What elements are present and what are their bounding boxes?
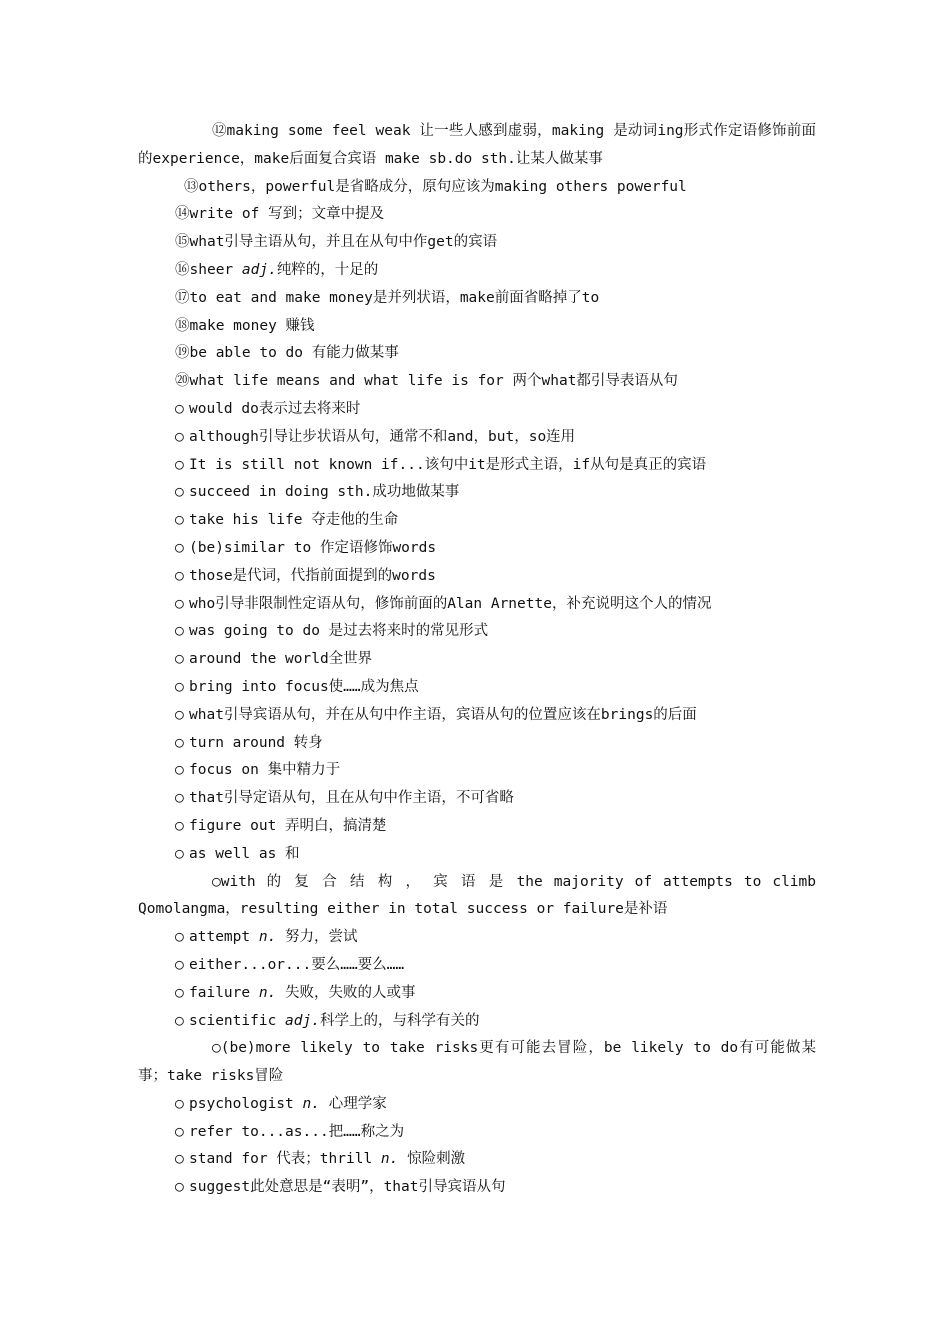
note-item [138,924,816,952]
note-item [138,1035,816,1091]
note-text: 心理学家 [319,1095,387,1112]
part-of-speech: n. [258,929,277,946]
note-text: suggest此处意思是“表明”，that引导宾语从句 [189,1179,506,1196]
note-20 [138,368,816,396]
note-item [138,452,816,480]
note-marker: ○ [175,1095,184,1112]
note-item [138,1119,816,1147]
note-marker: ○ [175,762,184,779]
note-item [138,507,816,535]
note-marker: ⑬ [184,178,199,195]
note-marker: ○ [175,456,184,473]
note-marker: ○ [175,845,184,862]
note-text: attempt [189,929,259,946]
note-item [138,674,816,702]
note-text: succeed in doing sth.成功地做某事 [189,484,460,501]
note-marker: ○ [175,484,184,501]
note-text: what引导主语从句，并且在从句中作get的宾语 [189,234,498,251]
note-item [138,563,816,591]
note-marker: ○ [175,929,184,946]
note-marker: ○ [175,651,184,668]
note-item [138,646,816,674]
note-marker: ⑮ [175,234,190,251]
note-text: that引导定语从句，且在从句中作主语，不可省略 [189,790,514,807]
note-item [138,618,816,646]
note-item [138,1008,816,1036]
note-text: was going to do 是过去将来时的常见形式 [189,623,489,640]
note-marker: ○ [212,1040,221,1057]
note-marker: ○ [175,539,184,556]
note-item [138,1091,816,1119]
note-text: making some feel weak 让一些人感到虚弱，making 是动词ing形式作定语修饰前面的experience，make后面复合宾语 make sb.do sth.让某人做某事 [138,123,816,167]
note-text: It is still not known if...该句中it是形式主语，if从句是真正的宾语 [189,456,707,473]
note-item [138,730,816,758]
note-13 [138,174,816,202]
note-19 [138,340,816,368]
note-marker: ○ [175,512,184,529]
note-text: what引导宾语从句，并在从句中作主语，宾语从句的位置应该在brings的后面 [189,706,697,723]
note-15 [138,229,816,257]
note-item [138,1146,816,1174]
note-item [138,980,816,1008]
part-of-speech: n. [302,1095,320,1112]
note-text: refer to...as...把……称之为 [189,1123,405,1140]
note-17 [138,285,816,313]
note-text: be able to do 有能力做某事 [189,345,399,362]
note-text: around the world全世界 [189,651,373,668]
note-text: 科学上的，与科学有关的 [319,1012,480,1029]
note-text: 努力，尝试 [276,929,358,946]
note-marker: ○ [175,400,184,417]
part-of-speech: n. [258,984,277,1001]
note-text: bring into focus使……成为焦点 [189,678,419,695]
part-of-speech: adj. [285,1012,320,1029]
note-text: figure out 弄明白，搞清楚 [189,817,387,834]
note-text: psychologist [189,1095,303,1112]
note-marker: ○ [175,706,184,723]
note-text: although引导让步状语从句，通常不和and，but，so连用 [189,428,576,445]
note-item [138,396,816,424]
note-marker: ○ [175,956,184,973]
note-marker: ⑰ [175,289,190,306]
note-marker: ○ [175,1123,184,1140]
note-marker: ⑫ [212,123,227,139]
note-text: those是代词，代指前面提到的words [189,567,436,584]
note-item [138,841,816,869]
note-item [138,1174,816,1202]
note-text: stand for 代表；thrill [189,1151,381,1168]
note-item [138,535,816,563]
note-text: focus on 集中精力于 [189,762,341,779]
note-text: what life means and what life is for 两个what都引导表语从句 [189,373,678,390]
note-text: others，powerful是省略成分，原句应该为making others powerful [198,178,687,195]
note-marker: ○ [175,790,184,807]
note-marker: ○ [212,873,221,890]
note-marker: ○ [175,984,184,1001]
note-marker: ○ [175,1151,184,1168]
note-text: take his life 夺走他的生命 [189,512,399,529]
note-item [138,952,816,980]
note-text: (be)similar to 作定语修饰words [189,539,437,556]
note-marker: ○ [175,1179,184,1196]
note-text: 惊险刺激 [398,1151,466,1168]
note-item [138,424,816,452]
note-marker: ⑳ [175,373,190,390]
note-text: 失败，失败的人或事 [276,984,416,1001]
note-item [138,813,816,841]
note-text: (be)more likely to take risks更有可能去冒险，be likely to do有可能做某事；take risks冒险 [138,1040,816,1085]
note-marker: ○ [175,817,184,834]
note-text: either...or...要么……要么…… [189,956,405,973]
note-item [138,591,816,619]
note-text: with 的 复 合 结 构 ， 宾 语 是 the majority of attempts to climb Qomolangma，resulting either in total success or failure是补语 [138,873,816,918]
note-marker: ○ [175,734,184,751]
part-of-speech: n. [380,1151,399,1168]
note-marker: ○ [175,623,184,640]
note-text: sheer [189,261,242,278]
note-18 [138,313,816,341]
note-marker: ⑱ [175,317,190,334]
note-item [138,785,816,813]
note-text: failure [189,984,259,1001]
note-item [138,757,816,785]
note-text: turn around 转身 [189,734,323,751]
note-text: write of 写到；文章中提及 [189,206,385,223]
note-marker: ○ [175,1012,184,1029]
note-item [138,702,816,730]
note-item [138,869,816,925]
note-text: 纯粹的，十足的 [276,261,379,278]
note-item [138,479,816,507]
note-marker: ○ [175,428,184,445]
note-text: scientific [189,1012,286,1029]
note-text: make money 赚钱 [189,317,315,334]
note-marker: ○ [175,678,184,695]
note-text: to eat and make money是并列状语，make前面省略掉了to [189,289,600,306]
note-12 [138,118,816,174]
note-16 [138,257,816,285]
note-marker: ⑭ [175,206,190,223]
note-14 [138,201,816,229]
note-marker: ⑲ [175,345,190,362]
part-of-speech: adj. [241,261,277,278]
note-text: who引导非限制性定语从句，修饰前面的Alan Arnette，补充说明这个人的情况 [189,595,712,612]
note-marker: ⑯ [175,261,190,278]
note-text: as well as 和 [189,845,300,862]
note-marker: ○ [175,595,184,612]
note-marker: ○ [175,567,184,584]
note-text: would do表示过去将来时 [189,400,361,417]
